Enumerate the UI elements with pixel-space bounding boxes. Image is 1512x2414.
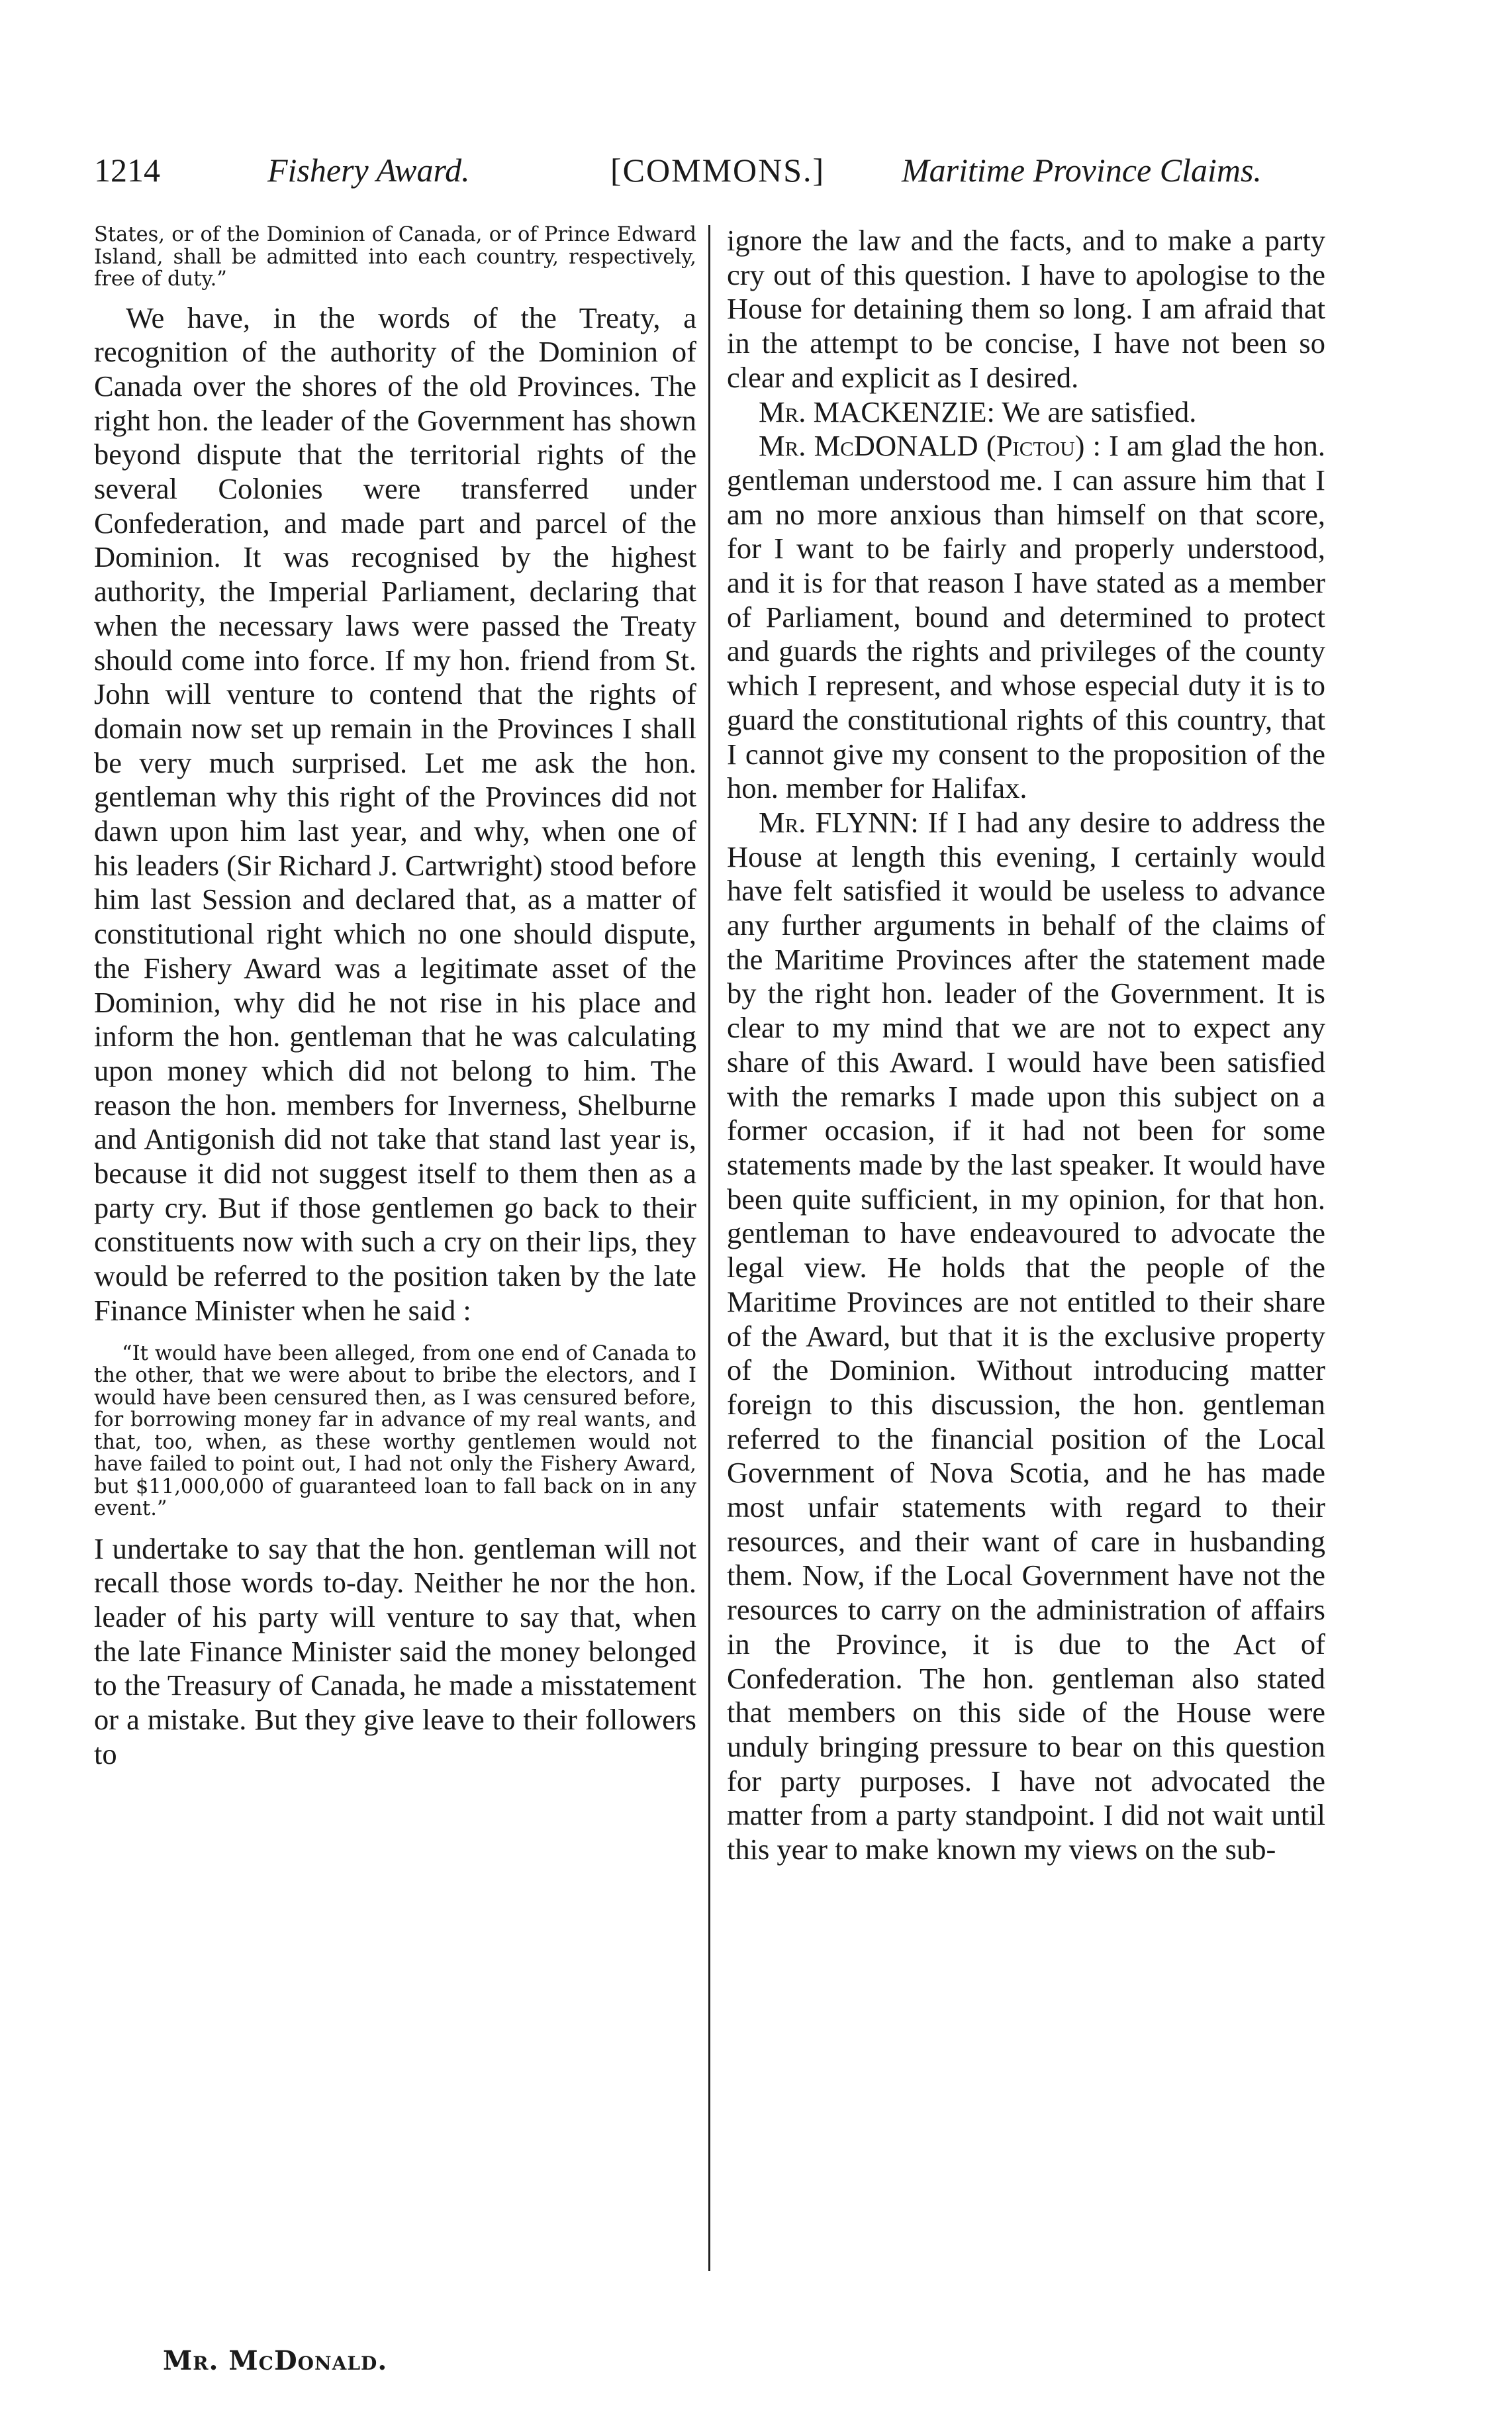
speech bbox=[727, 395, 1325, 430]
header-center-title: [COMMONS.] bbox=[610, 152, 826, 189]
speech-text: I am glad the hon. gentleman understood me. I can assure him that I am no more anxious than himself on that score, for I want to be fairly and properly understood, and it is for that reason I have stated as a member of Parliament, bound and determined to protect and guards the rights and privileges of the county which I represent, and whose especial duty it is to guard the constitutional rights of this country, that I cannot give my consent to the proposition of the hon. member for Halifax. bbox=[727, 429, 1325, 805]
speech bbox=[727, 806, 1325, 1867]
block-quote: “It would have been alleged, from one end of Canada to the other, that we were about to bribe the electors, and I would have been censured then, as I was censured before, for borrowing money far in advance of my real wants, and that, too, when, as these worthy gentlemen would not have failed to point out, I had not only the Fishery Award, but $11,000,000 of guaranteed loan to fall back on in any event.” bbox=[94, 1341, 696, 1521]
page-number: 1214 bbox=[94, 152, 160, 189]
left-column bbox=[94, 224, 696, 1772]
speaker-name: Mr. McDONALD (Pictou) : bbox=[759, 429, 1101, 463]
running-header bbox=[94, 151, 1392, 204]
header-right-title: Maritime Province Claims. bbox=[902, 152, 1262, 189]
speech bbox=[727, 429, 1325, 806]
paragraph: We have, in the words of the Treaty, a recognition of the authority of the Dominion of Canada over the shores of the old Provinces. The right hon. the leader of the Government has shown beyond dispute that the territorial rights of the several Colonies were transferred under Confederation, and made part and parcel of the Dominion. It was recognised by the highest authority, the Imperial Parliament, declaring that when the necessary laws were passed the Treaty should come into force. If my hon. friend from St. John will venture to contend that the rights of domain now set up remain in the Provinces I shall be very much surprised. Let me ask the hon. gentleman why this right of the Provinces did not dawn upon him last year, and why, when one of his leaders (Sir Richard J. Cartwright) stood before him last Session and declared that, as a matter of constitutional right which no one should dispute, the Fishery Award was a legitimate asset of the Dominion, why did he not rise in his place and inform the hon. gentleman that he was calculating upon money which did not belong to him. The reason the hon. members for Inverness, Shelburne and Antigonish did not take that stand last year is, because it did not suggest itself to them then as a party cry. But if those gentlemen go back to their constituents now with such a cry on their lips, they would be referred to the position taken by the late Finance Minister when he said : bbox=[94, 301, 696, 1327]
speaker-name: Mr. FLYNN: bbox=[759, 805, 919, 839]
footer-signature: Mr. McDonald. bbox=[163, 2345, 388, 2376]
speech-text: We are satisfied. bbox=[1002, 395, 1197, 428]
speech-text: If I had any desire to address the House at length this evening, I certainly would have felt satisfied it would be useless to advance any further arguments in behalf of the claims of the Maritime Provinces after the statement made by the right hon. leader of the Government. It is clear to my mind that we are not to expect any share of this Award. I would have been satisfied with the remarks I made upon this subject on a former occasion, if it had not been for some statements made by the last speaker. It would have been quite sufficient, in my opinion, for that hon. gentleman to have endeavoured to advocate the legal view. He holds that the people of the Maritime Provinces are not entitled to their share of the Award, but that it is the exclusive property of the Dominion. Without introducing matter foreign to this discussion, the hon. gentleman referred to the financial position of the Local Government of Nova Scotia, and he has made most unfair statements with regard to their resources, and their want of care in husbanding them. Now, if the Local Government have not the resources to carry on the administration of affairs in the Province, it is due to the Act of Confederation. The hon. gentleman also stated that members on this side of the House were unduly bringing pressure to bear on this question for party purposes. I have not advocated the matter from a party standpoint. I did not wait until this year to make known my views on the sub- bbox=[727, 805, 1326, 1866]
header-left-title: Fishery Award. bbox=[267, 152, 470, 189]
paragraph: I undertake to say that the hon. gentleman will not recall those words to-day. Neither he nor the hon. leader of his party will venture to say that, when the late Finance Minister said the money belonged to the Treasury of Canada, he made a misstatement or a mistake. But they give leave to their followers to bbox=[94, 1531, 696, 1770]
speaker-name: Mr. MACKENZIE: bbox=[759, 395, 995, 428]
paragraph: ignore the law and the facts, and to make a party cry out of this question. I have to apologise to the House for detaining them so long. I am afraid that in the attempt to be concise, I have not been so clear and explicit as I desired. bbox=[727, 224, 1325, 394]
column-divider bbox=[708, 225, 710, 2271]
right-column bbox=[727, 224, 1325, 1867]
quote-continuation: States, or of the Dominion of Canada, or of Prince Edward Island, shall be admitted into each country, respectively, free of duty.” bbox=[94, 223, 696, 291]
